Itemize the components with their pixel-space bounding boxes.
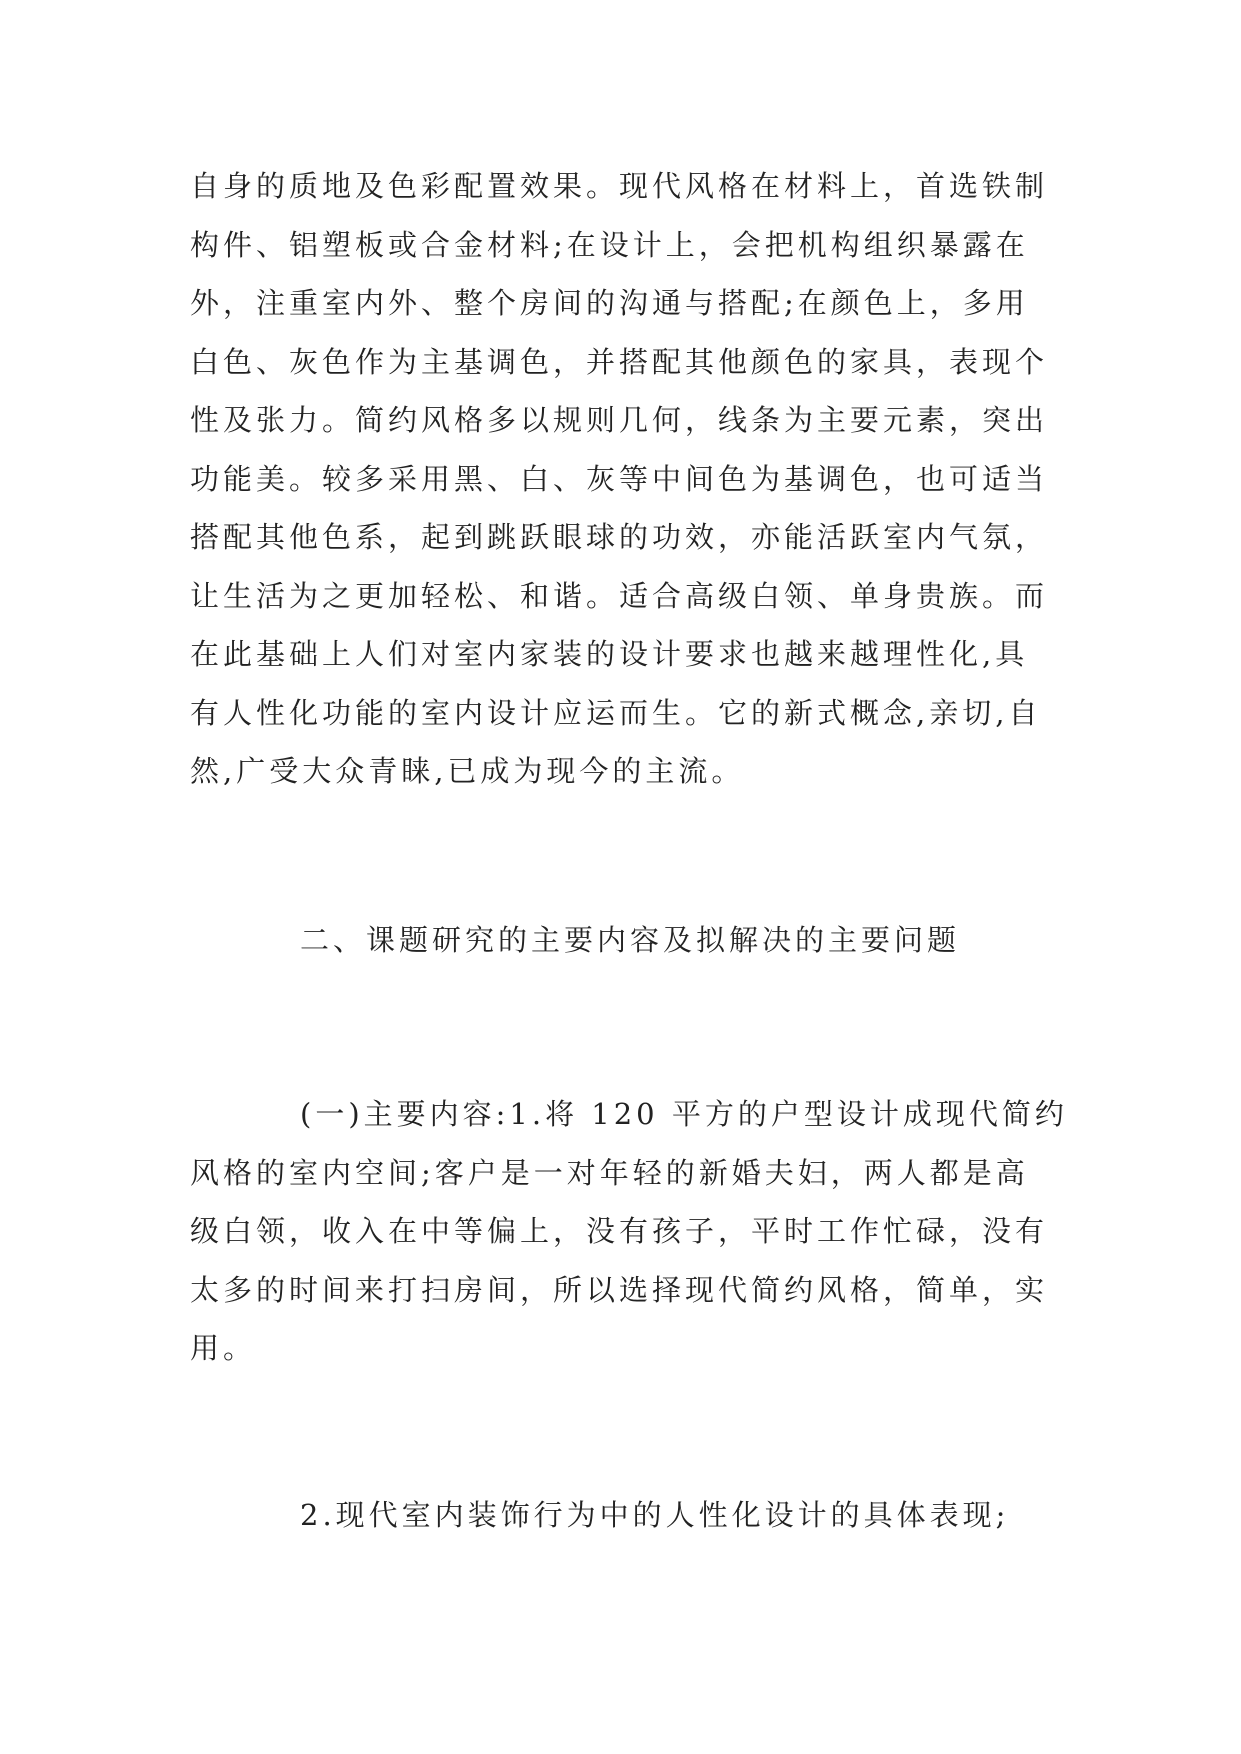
section-heading: 二、课题研究的主要内容及拟解决的主要问题: [300, 923, 961, 957]
text-line: (一)主要内容:1.将 120 平方的户型设计成现代简约: [300, 1097, 1068, 1131]
text-line: 有人性化功能的室内设计应运而生。它的新式概念,亲切,自: [190, 696, 1042, 730]
text-line: 太多的时间来打扫房间，所以选择现代简约风格，简单，实: [190, 1273, 1049, 1307]
text-line: 外，注重室内外、整个房间的沟通与搭配;在颜色上，多用: [190, 286, 1029, 320]
text-line: 风格的室内空间;客户是一对年轻的新婚夫妇，两人都是高: [190, 1156, 1029, 1190]
text-line: 构件、铝塑板或合金材料;在设计上，会把机构组织暴露在: [190, 228, 1029, 262]
text-line: 自身的质地及色彩配置效果。现代风格在材料上，首选铁制: [190, 169, 1049, 203]
text-line: 功能美。较多采用黑、白、灰等中间色为基调色，也可适当: [190, 462, 1049, 496]
text-line: 搭配其他色系，起到跳跃眼球的功效，亦能活跃室内气氛，: [190, 520, 1049, 554]
text-line: 级白领，收入在中等偏上，没有孩子，平时工作忙碌，没有: [190, 1214, 1049, 1248]
text-line: 白色、灰色作为主基调色，并搭配其他颜色的家具，表现个: [190, 345, 1049, 379]
text-line: 在此基础上人们对室内家装的设计要求也越来越理性化,具: [190, 637, 1029, 671]
text-line: 性及张力。简约风格多以规则几何，线条为主要元素，突出: [190, 403, 1049, 437]
text-line: 然,广受大众青睐,已成为现今的主流。: [190, 754, 745, 788]
text-line: 2.现代室内装饰行为中的人性化设计的具体表现;: [300, 1498, 1010, 1532]
text-line: 让生活为之更加轻松、和谐。适合高级白领、单身贵族。而: [190, 579, 1049, 613]
text-line: 用。: [190, 1331, 257, 1365]
